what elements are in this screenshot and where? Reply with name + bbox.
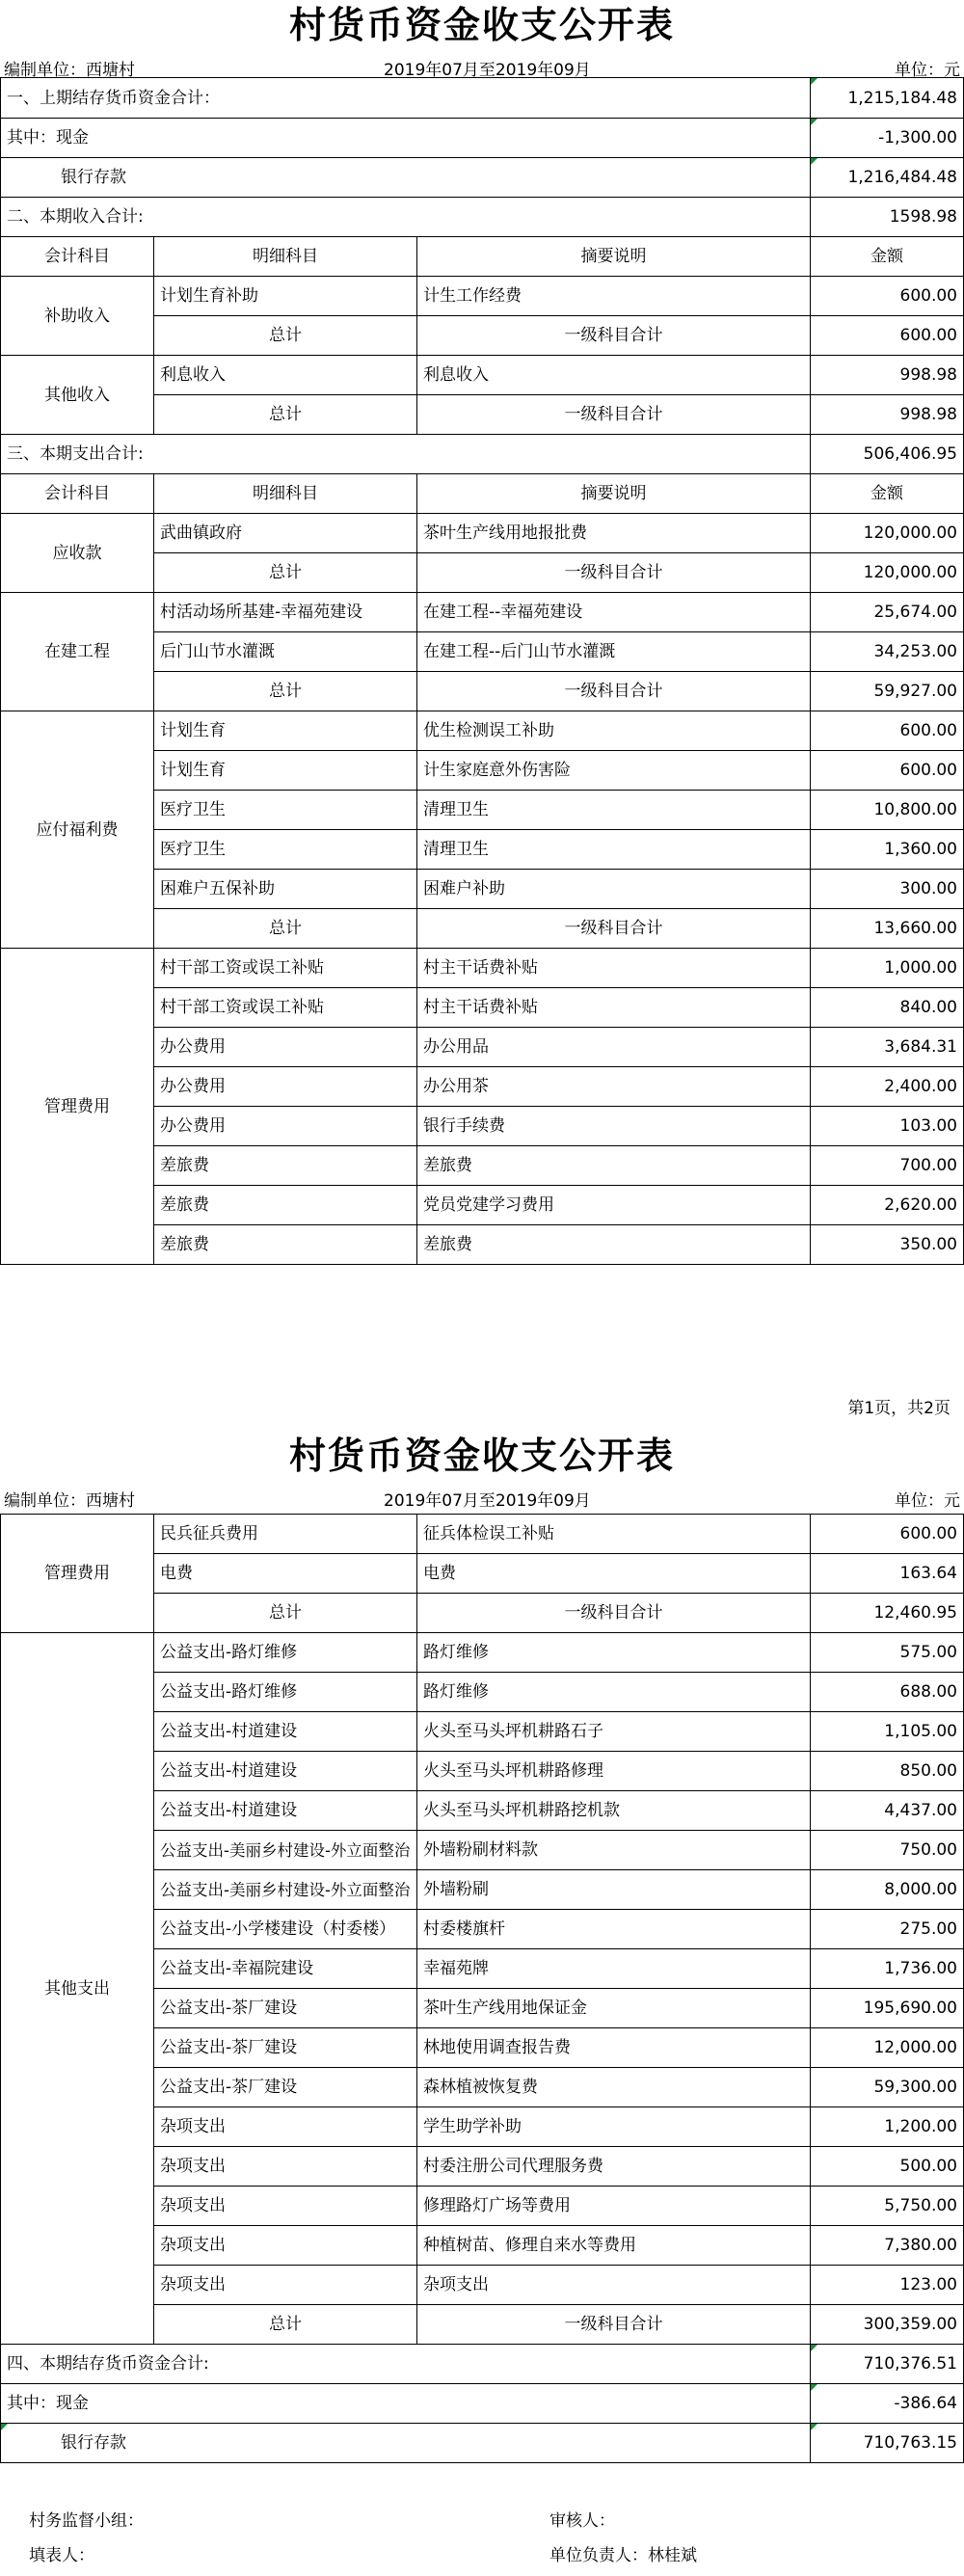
desc-cell: 种植树苗、修理自来水等费用 <box>417 2226 811 2266</box>
ledger-table <box>0 1514 964 2463</box>
detail-cell: 计划生育 <box>154 711 417 751</box>
closing-cash-amount: -386.64 <box>811 2384 964 2424</box>
desc-cell: 村主干话费补贴 <box>417 988 811 1028</box>
preparer-label: 填表人： <box>29 2546 94 2565</box>
amount-cell: 10,800.00 <box>811 791 964 830</box>
subtotal-summary: 一级科目合计 <box>417 395 811 435</box>
amount-cell: 3,684.31 <box>811 1028 964 1067</box>
detail-cell: 公益支出-茶厂建设 <box>154 2028 417 2068</box>
subtotal-label: 总计 <box>154 1594 417 1633</box>
amount-cell: 500.00 <box>811 2147 964 2187</box>
desc-cell: 路灯维修 <box>417 1673 811 1712</box>
detail-cell: 杂项支出 <box>154 2187 417 2226</box>
expense-total-row <box>1 435 964 474</box>
supervision-label: 村务监督小组： <box>29 2511 144 2531</box>
detail-cell: 杂项支出 <box>154 2266 417 2305</box>
ledger-row <box>1 949 964 988</box>
amount-cell: 1,736.00 <box>811 1949 964 1989</box>
ledger-row <box>1 356 964 395</box>
detail-cell: 公益支出-美丽乡村建设-外立面整治 <box>154 1831 417 1870</box>
detail-cell: 电费 <box>154 1554 417 1594</box>
header-amount: 金额 <box>811 474 964 514</box>
detail-cell: 民兵征兵费用 <box>154 1515 417 1554</box>
desc-cell: 村委楼旗杆 <box>417 1910 811 1949</box>
amount-cell: 1,105.00 <box>811 1712 964 1752</box>
meta-row <box>0 50 964 80</box>
subtotal-label: 总计 <box>154 316 417 356</box>
amount-cell: 2,620.00 <box>811 1186 964 1225</box>
closing-total-amount: 710,376.51 <box>811 2345 964 2384</box>
closing-total-label: 四、本期结存货币资金合计: <box>1 2345 811 2384</box>
desc-cell: 村委注册公司代理服务费 <box>417 2147 811 2187</box>
desc-cell: 火头至马头坪机耕路石子 <box>417 1712 811 1752</box>
ledger-row <box>1 1633 964 1673</box>
desc-cell: 林地使用调查报告费 <box>417 2028 811 2068</box>
subtotal-label: 总计 <box>154 553 417 593</box>
header-desc: 摘要说明 <box>417 237 811 277</box>
desc-cell: 办公用茶 <box>417 1067 811 1107</box>
amount-cell: 12,000.00 <box>811 2028 964 2068</box>
unit-label: 编制单位：西塘村 <box>4 61 135 80</box>
detail-cell: 公益支出-茶厂建设 <box>154 2068 417 2107</box>
desc-cell: 困难户补助 <box>417 870 811 909</box>
amount-cell: 688.00 <box>811 1673 964 1712</box>
amount-cell: 850.00 <box>811 1752 964 1791</box>
amount-cell: 350.00 <box>811 1225 964 1265</box>
opening-cash-label: 其中：现金 <box>1 119 811 158</box>
detail-cell: 公益支出-路灯维修 <box>154 1633 417 1673</box>
detail-cell: 困难户五保补助 <box>154 870 417 909</box>
amount-cell: 163.64 <box>811 1554 964 1594</box>
desc-cell: 森林植被恢复费 <box>417 2068 811 2107</box>
account-cell: 补助收入 <box>1 277 154 356</box>
account-cell: 管理费用 <box>1 949 154 1265</box>
opening-bank-amount: 1,216,484.48 <box>811 158 964 198</box>
amount-cell: 34,253.00 <box>811 632 964 672</box>
desc-cell: 清理卫生 <box>417 830 811 870</box>
desc-cell: 杂项支出 <box>417 2266 811 2305</box>
detail-cell: 差旅费 <box>154 1225 417 1265</box>
opening-bank-row <box>1 158 964 198</box>
amount-cell: 123.00 <box>811 2266 964 2305</box>
desc-cell: 优生检测误工补助 <box>417 711 811 751</box>
detail-cell: 利息收入 <box>154 356 417 395</box>
closing-bank-amount: 710,763.15 <box>811 2424 964 2463</box>
opening-total-row <box>1 78 964 119</box>
subtotal-amount: 13,660.00 <box>811 909 964 949</box>
page-2 <box>0 1431 964 2565</box>
closing-bank-label: 银行存款 <box>1 2424 811 2463</box>
ledger-table <box>0 77 964 1265</box>
desc-cell: 征兵体检误工补贴 <box>417 1515 811 1554</box>
header-detail: 明细科目 <box>154 237 417 277</box>
detail-cell: 办公费用 <box>154 1067 417 1107</box>
subtotal-amount: 12,460.95 <box>811 1594 964 1633</box>
header-account: 会计科目 <box>1 237 154 277</box>
detail-cell: 医疗卫生 <box>154 830 417 870</box>
subtotal-label: 总计 <box>154 2305 417 2345</box>
detail-cell: 公益支出-路灯维修 <box>154 1673 417 1712</box>
detail-cell: 后门山节水灌溉 <box>154 632 417 672</box>
amount-cell: 4,437.00 <box>811 1791 964 1831</box>
header-account: 会计科目 <box>1 474 154 514</box>
subtotal-summary: 一级科目合计 <box>417 672 811 711</box>
expense-header-row <box>1 474 964 514</box>
subtotal-summary: 一级科目合计 <box>417 1594 811 1633</box>
amount-cell: 300.00 <box>811 870 964 909</box>
desc-cell: 计生家庭意外伤害险 <box>417 751 811 791</box>
amount-cell: 7,380.00 <box>811 2226 964 2266</box>
detail-cell: 办公费用 <box>154 1107 417 1146</box>
header-amount: 金额 <box>811 237 964 277</box>
desc-cell: 差旅费 <box>417 1146 811 1186</box>
desc-cell: 在建工程--后门山节水灌溉 <box>417 632 811 672</box>
subtotal-amount: 59,927.00 <box>811 672 964 711</box>
amount-cell: 275.00 <box>811 1910 964 1949</box>
subtotal-label: 总计 <box>154 395 417 435</box>
detail-cell: 村干部工资或误工补贴 <box>154 949 417 988</box>
expense-total-amount: 506,406.95 <box>811 435 964 474</box>
amount-cell: 600.00 <box>811 1515 964 1554</box>
account-cell: 其他支出 <box>1 1633 154 2345</box>
subtotal-amount: 998.98 <box>811 395 964 435</box>
amount-cell: 1,000.00 <box>811 949 964 988</box>
subtotal-summary: 一级科目合计 <box>417 316 811 356</box>
expense-total-label: 三、本期支出合计: <box>1 435 811 474</box>
desc-cell: 村主干话费补贴 <box>417 949 811 988</box>
period-label: 2019年07月至2019年09月 <box>384 61 591 80</box>
page-title: 村货币资金收支公开表 <box>288 3 675 46</box>
subtotal-label: 总计 <box>154 672 417 711</box>
amount-cell: 575.00 <box>811 1633 964 1673</box>
detail-cell: 公益支出-村道建设 <box>154 1791 417 1831</box>
account-cell: 应收款 <box>1 514 154 593</box>
desc-cell: 党员党建学习费用 <box>417 1186 811 1225</box>
opening-total-amount: 1,215,184.48 <box>811 78 964 119</box>
desc-cell: 学生助学补助 <box>417 2107 811 2147</box>
subtotal-summary: 一级科目合计 <box>417 553 811 593</box>
desc-cell: 修理路灯广场等费用 <box>417 2187 811 2226</box>
amount-cell: 600.00 <box>811 277 964 316</box>
detail-cell: 公益支出-村道建设 <box>154 1712 417 1752</box>
amount-cell: 8,000.00 <box>811 1870 964 1910</box>
amount-cell: 600.00 <box>811 711 964 751</box>
desc-cell: 清理卫生 <box>417 791 811 830</box>
amount-cell: 1,360.00 <box>811 830 964 870</box>
income-total-row <box>1 198 964 237</box>
opening-cash-row <box>1 119 964 158</box>
page-number: 第1页，共2页 <box>847 1399 951 1418</box>
reviewer-label: 审核人： <box>549 2511 615 2531</box>
desc-cell: 计生工作经费 <box>417 277 811 316</box>
detail-cell: 公益支出-幸福院建设 <box>154 1949 417 1989</box>
desc-cell: 差旅费 <box>417 1225 811 1265</box>
desc-cell: 电费 <box>417 1554 811 1594</box>
ledger-row <box>1 593 964 632</box>
amount-cell: 700.00 <box>811 1146 964 1186</box>
page-title: 村货币资金收支公开表 <box>288 1434 675 1477</box>
detail-cell: 医疗卫生 <box>154 791 417 830</box>
ledger-row <box>1 514 964 553</box>
desc-cell: 路灯维修 <box>417 1633 811 1673</box>
detail-cell: 杂项支出 <box>154 2226 417 2266</box>
detail-cell: 公益支出-茶厂建设 <box>154 1989 417 2028</box>
detail-cell: 办公费用 <box>154 1028 417 1067</box>
desc-cell: 茶叶生产线用地报批费 <box>417 514 811 553</box>
desc-cell: 外墙粉刷 <box>417 1870 811 1910</box>
detail-cell: 公益支出-村道建设 <box>154 1752 417 1791</box>
detail-cell: 杂项支出 <box>154 2147 417 2187</box>
amount-cell: 600.00 <box>811 751 964 791</box>
closing-cash-label: 其中：现金 <box>1 2384 811 2424</box>
amount-cell: 840.00 <box>811 988 964 1028</box>
amount-cell: 120,000.00 <box>811 514 964 553</box>
subtotal-summary: 一级科目合计 <box>417 2305 811 2345</box>
closing-bank-row <box>1 2424 964 2463</box>
closing-total-row <box>1 2345 964 2384</box>
opening-bank-label: 银行存款 <box>1 158 811 198</box>
closing-cash-row <box>1 2384 964 2424</box>
ledger-row <box>1 711 964 751</box>
detail-cell: 村干部工资或误工补贴 <box>154 988 417 1028</box>
amount-cell: 2,400.00 <box>811 1067 964 1107</box>
desc-cell: 在建工程--幸福苑建设 <box>417 593 811 632</box>
amount-cell: 998.98 <box>811 356 964 395</box>
desc-cell: 火头至马头坪机耕路挖机款 <box>417 1791 811 1831</box>
amount-cell: 103.00 <box>811 1107 964 1146</box>
subtotal-amount: 120,000.00 <box>811 553 964 593</box>
amount-cell: 195,690.00 <box>811 1989 964 2028</box>
opening-total-label: 一、上期结存货币资金合计： <box>1 78 811 119</box>
meta-row <box>0 1481 964 1511</box>
amount-cell: 750.00 <box>811 1831 964 1870</box>
subtotal-amount: 300,359.00 <box>811 2305 964 2345</box>
amount-cell: 1,200.00 <box>811 2107 964 2147</box>
header-detail: 明细科目 <box>154 474 417 514</box>
detail-cell: 村活动场所基建-幸福苑建设 <box>154 593 417 632</box>
detail-cell: 公益支出-小学楼建设（村委楼） <box>154 1910 417 1949</box>
detail-cell: 计划生育补助 <box>154 277 417 316</box>
detail-cell: 公益支出-美丽乡村建设-外立面整治 <box>154 1870 417 1910</box>
desc-cell: 外墙粉刷材料款 <box>417 1831 811 1870</box>
desc-cell: 茶叶生产线用地保证金 <box>417 1989 811 2028</box>
period-label: 2019年07月至2019年09月 <box>384 1491 591 1511</box>
detail-cell: 计划生育 <box>154 751 417 791</box>
account-cell: 其他收入 <box>1 356 154 435</box>
income-header-row <box>1 237 964 277</box>
detail-cell: 差旅费 <box>154 1186 417 1225</box>
desc-cell: 幸福苑牌 <box>417 1949 811 1989</box>
opening-cash-amount: -1,300.00 <box>811 119 964 158</box>
subtotal-amount: 600.00 <box>811 316 964 356</box>
desc-cell: 火头至马头坪机耕路修理 <box>417 1752 811 1791</box>
ledger-row <box>1 277 964 316</box>
desc-cell: 银行手续费 <box>417 1107 811 1146</box>
detail-cell: 杂项支出 <box>154 2107 417 2147</box>
amount-cell: 25,674.00 <box>811 593 964 632</box>
detail-cell: 武曲镇政府 <box>154 514 417 553</box>
header-desc: 摘要说明 <box>417 474 811 514</box>
currency-label: 单位：元 <box>895 1491 960 1511</box>
desc-cell: 利息收入 <box>417 356 811 395</box>
detail-cell: 差旅费 <box>154 1146 417 1186</box>
ledger-row <box>1 1515 964 1554</box>
unit-label: 编制单位：西塘村 <box>4 1491 135 1511</box>
income-total-label: 二、本期收入合计: <box>1 198 811 237</box>
account-cell: 在建工程 <box>1 593 154 711</box>
amount-cell: 5,750.00 <box>811 2187 964 2226</box>
account-cell: 管理费用 <box>1 1515 154 1633</box>
account-cell: 应付福利费 <box>1 711 154 949</box>
responsible-label: 单位负责人：林桂斌 <box>549 2546 697 2565</box>
subtotal-label: 总计 <box>154 909 417 949</box>
amount-cell: 59,300.00 <box>811 2068 964 2107</box>
income-total-amount: 1598.98 <box>811 198 964 237</box>
desc-cell: 办公用品 <box>417 1028 811 1067</box>
subtotal-summary: 一级科目合计 <box>417 909 811 949</box>
currency-label: 单位：元 <box>895 61 960 80</box>
